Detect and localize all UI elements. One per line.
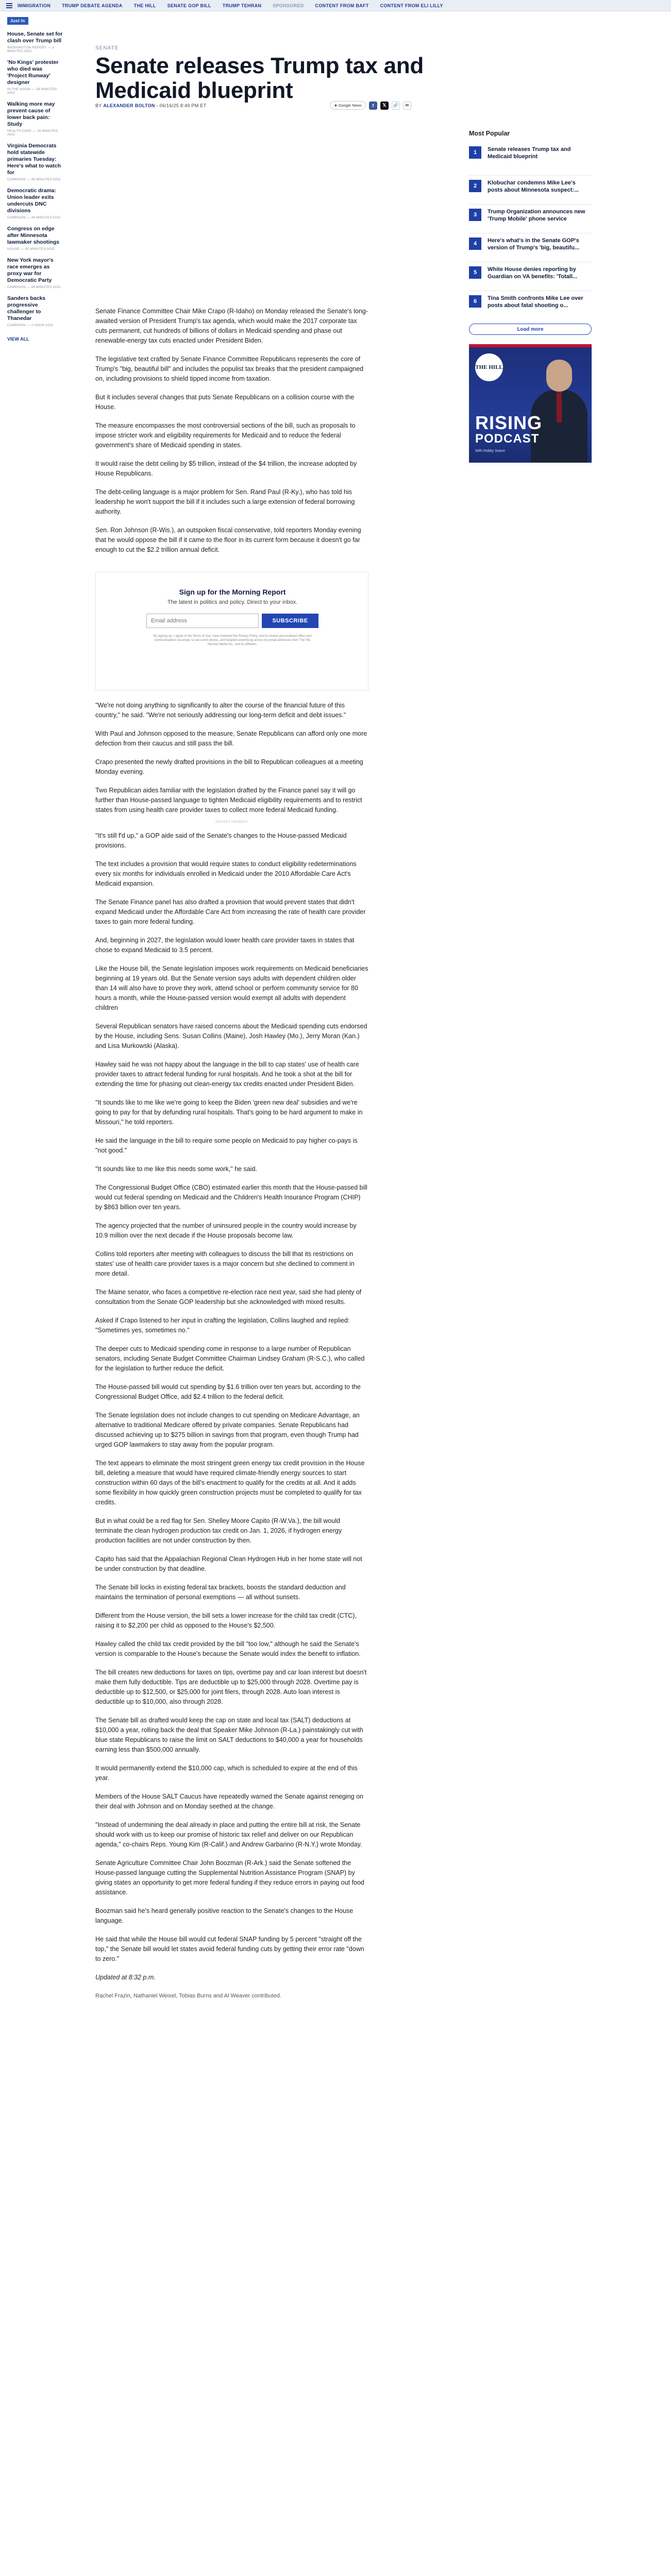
copy-link-icon[interactable]: 🔗 <box>392 101 400 110</box>
rank-badge: 1 <box>469 146 481 159</box>
podcast-title-podcast: PODCAST <box>475 432 540 446</box>
rail-news-item[interactable] <box>7 226 63 251</box>
podcast-host-line: With Robby Soave <box>475 449 505 453</box>
rail-news-meta: CAMPAIGN — 44 MINUTES AGO <box>7 285 61 289</box>
publish-date: - 06/16/25 8:49 PM ET <box>156 103 207 108</box>
article-paragraph: And, beginning in 2027, the legislation would lower health care provider taxes in states that chose to expand Medicaid to 3.5 percent. <box>95 937 355 954</box>
share-buttons <box>330 101 411 110</box>
top-nav-links <box>0 0 671 11</box>
article-paragraph: Capito has said that the Appalachian Regional Clean Hydrogen Hub in her home state will not be under construction by that deadline. <box>95 1555 362 1572</box>
promo-accent-bar <box>469 344 592 347</box>
article-paragraph: The House-passed bill would cut spending by $1.6 trillion over ten years but, according to the Congressional Budget Office, add $2.4 trillion to the federal deficit. <box>95 1383 361 1400</box>
article-paragraph: The legislative text crafted by Senate Finance Committee Republicans represents the core of Trump's "big, beautiful bill" and includes the populist tax breaks that the president campaigned on, including provisions to shield tipped income from taxation. <box>95 355 364 382</box>
article-paragraph: The Congressional Budget Office (CBO) estimated earlier this month that the House-passed bill would cut federal spending on Medicaid and the Children's Health Insurance Program (CHIP) by $863 billion over ten years. <box>95 1184 367 1211</box>
rail-news-title[interactable]: House, Senate set for clash over Trump bill <box>7 31 63 44</box>
email-share-icon[interactable]: ✉ <box>403 101 411 110</box>
article-paragraph: But it includes several changes that puts Senate Republicans on a collision course with the House. <box>95 394 355 411</box>
rail-news-item[interactable] <box>7 295 63 327</box>
rail-news-meta: HEALTH CARE — 26 MINUTES AGO <box>7 129 58 137</box>
rail-news-item[interactable] <box>7 101 63 137</box>
nav-item-content-eli-lilly[interactable]: CONTENT FROM ELI LILLY <box>380 3 443 8</box>
just-in-rail <box>7 15 63 342</box>
subscribe-button[interactable]: SUBSCRIBE <box>262 614 318 628</box>
article-paragraph: "We're not doing anything to significantly to alter the course of the financial future of this country," he said. "We're not seriously addressing our long-term deficit and debt issues." <box>95 702 346 719</box>
article-paragraph: Different from the House version, the bill sets a lower increase for the child tax credit (CTC), raising it to $2,200 per child as opposed to the House's $2,500. <box>95 1612 357 1629</box>
rail-news-meta: CAMPAIGN — 36 MINUTES AGO <box>7 178 61 181</box>
byline-prefix: BY <box>95 103 102 108</box>
host-photo <box>531 360 588 463</box>
article-paragraph: Sen. Ron Johnson (R-Wis.), an outspoken fiscal conservative, told reporters Monday evening that he would oppose the bill if it came to the floor in its current form because it doesn't go far enough to cut the $2.2 trillion annual deficit. <box>95 527 361 553</box>
author-link[interactable]: ALEXANDER BOLTON <box>103 103 155 108</box>
just-in-badge: Just In <box>7 17 28 25</box>
article-paragraph: Crapo presented the newly drafted provisions in the bill to Republican colleagues at a meeting Monday evening. <box>95 758 363 775</box>
article-paragraph: But in what could be a red flag for Sen. Shelley Moore Capito (R-W.Va.), the bill would terminate the clean hydrogen production tax credit on Jan. 1, 2026, if hydrogen energy production facilities are not under construction by then. <box>95 1517 342 1544</box>
article-paragraph: "It's still f'd up," a GOP aide said of the Senate's changes to the House-passed Medicaid provisions. <box>95 832 347 849</box>
rail-news-item[interactable] <box>7 31 63 53</box>
article-paragraph: "It sounds like to me like we're going to keep the Biden 'green new deal' subsidies and we're going to pay for that by defunding rural hospitals. That's going to be hard argument to make in Missouri," he told reporters. <box>95 1099 363 1126</box>
view-all-link[interactable]: VIEW ALL <box>7 336 29 342</box>
rail-news-item[interactable] <box>7 257 63 289</box>
rail-news-title[interactable]: Sanders backs progressive challenger to Thanedar <box>7 295 46 321</box>
rail-news-meta: CAMPAIGN — 38 MINUTES AGO <box>7 216 61 219</box>
most-popular-title-link[interactable]: Senate releases Trump tax and Medicaid blueprint <box>488 146 571 160</box>
rail-news-title[interactable]: Congress on edge after Minnesota lawmaker shootings <box>7 226 59 245</box>
advertisement-label: ADVERTISEMENT <box>215 821 248 824</box>
article-paragraph: The Senate bill locks in existing federal tax brackets, boosts the standard deduction and maintains the termination of personal exemptions — all without sunsets. <box>95 1584 346 1601</box>
article-paragraph: The deeper cuts to Medicaid spending come in response to a large number of Republican senators, including Senate Budget Committee Chairman Lindsey Graham (R-S.C.), who called for the legislation to further reduce the deficit. <box>95 1345 365 1372</box>
most-popular-list <box>469 146 592 319</box>
rail-news-title[interactable]: Walking more may prevent cause of lower back pain: Study <box>7 101 55 127</box>
nav-item-senate-gop-bill[interactable]: SENATE GOP BILL <box>167 3 211 8</box>
load-more-button[interactable]: Load more <box>469 324 592 335</box>
article-paragraph: The agency projected that the number of uninsured people in the country would increase by 10.9 million over the next decade if the House proposals become law. <box>95 1222 357 1239</box>
nav-sponsored-label: SPONSORED <box>273 3 304 8</box>
rank-badge: 2 <box>469 180 481 192</box>
article-paragraph: Boozman said he's heard generally positive reaction to the Senate's changes to the House language. <box>95 1907 354 1924</box>
article-paragraph: Senate Agriculture Committee Chair John Boozman (R-Ark.) said the Senate softened the House-passed language cutting the Supplemental Nutrition Assistance Program (SNAP) by giving states an opportunity to get more federal funding if they reduce errors in paying out food assistance. <box>95 1859 364 1896</box>
article-paragraph: "Instead of undermining the deal already in place and putting the entire bill at risk, the Senate should work with us to keep our promise of historic tax relief and deliver on our Republican agenda," co-chairs Reps. Young Kim (R-Calif.) and Andrew Garbarino (R-N.Y.) wrote Monday. <box>95 1821 362 1848</box>
rank-badge: 6 <box>469 295 481 308</box>
section-label[interactable]: SENATE <box>95 45 119 51</box>
article-paragraph: The measure encompasses the most controversial sections of the bill, such as proposals to impose stricter work and eligibility requirements for Medicaid and to reduce the federal government's share of Medicaid spending in states. <box>95 422 356 449</box>
newsletter-subtitle: The latest in politics and policy. Direct to your inbox. <box>167 599 298 605</box>
rail-news-item[interactable] <box>7 59 63 95</box>
google-news-button[interactable] <box>330 101 366 110</box>
article-paragraph: The bill creates new deductions for taxes on tips, overtime pay and car loan interest but doesn't make them fully deductible. Tips are deductible up to $25,000 through 2028. Overtime pay is deductible up to $12,500, or $25,000 for joint filers, through 2028. Auto loan interest is deductible up to $10,000, also through 2028. <box>95 1669 367 1705</box>
most-popular-title-link[interactable]: Here's what's in the Senate GOP's version of Trump's 'big, beautifu... <box>488 238 580 251</box>
most-popular-item[interactable] <box>469 262 592 291</box>
most-popular-item[interactable] <box>469 233 592 262</box>
article-paragraph: The debt-ceiling language is a major problem for Sen. Rand Paul (R-Ky.), who has told his leadership he won't support the bill if it includes such a large extension of federal borrowing authority. <box>95 488 355 515</box>
article-paragraph: Asked if Crapo listened to her input in crafting the legislation, Collins laughed and replied: "Sometimes yes, sometimes no." <box>95 1317 350 1334</box>
most-popular-sidebar <box>469 130 592 463</box>
contributors-note: Rachel Frazin, Nathaniel Weixel, Tobias Burns and Al Weaver contributed. <box>95 1993 281 1999</box>
article-paragraph: "It sounds like to me like this needs some work," he said. <box>95 1165 257 1173</box>
rail-news-item[interactable] <box>7 143 63 181</box>
newsletter-legal-text: By signing up, I agree to the Terms of Use, have reviewed the Privacy Policy, and to receive personalized offers and communications via email, to see event photos, and targeted advertising across my email addresses from The Hill, Nexstar Media Inc., and its affiliates. <box>153 635 312 646</box>
article-paragraph: It would permanently extend the $10,000 cap, which is scheduled to expire at the end of this year. <box>95 1765 358 1782</box>
article-paragraph: With Paul and Johnson opposed to the measure, Senate Republicans can afford only one more defection from their caucus and still pass the bill. <box>95 730 367 747</box>
rising-podcast-promo[interactable] <box>469 344 592 463</box>
newsletter-signup <box>95 572 368 690</box>
rail-news-meta: WASHINGTON REPORT — 2 MINUTES AGO <box>7 46 55 53</box>
rail-news-meta: HOUSE — 42 MINUTES AGO <box>7 247 55 251</box>
article-paragraph: Members of the House SALT Caucus have repeatedly warned the Senate against reneging on their deal with Johnson and on Monday seethed at the change. <box>95 1793 364 1810</box>
host-tie-shape <box>557 392 562 422</box>
nav-item-trump-debate-agenda[interactable]: TRUMP DEBATE AGENDA <box>62 3 123 8</box>
most-popular-title: Most Popular <box>469 130 510 137</box>
most-popular-title-link[interactable]: Trump Organization announces new 'Trump Mobile' phone service <box>488 209 585 222</box>
article-paragraph: The Senate legislation does not include changes to cut spending on Medicare Advantage, an alternative to traditional Medicare offered by private companies. Senate Republicans had discussed achieving up to $275 billion in savings from that program, even though Trump had urged GOP lawmakers to stay away from the popular program. <box>95 1412 360 1448</box>
nav-item-the-hill[interactable]: THE HILL <box>133 3 156 8</box>
article-paragraph: Several Republican senators have raised concerns about the Medicaid spending cuts endorsed by the House, including Sens. Susan Collins (Maine), Josh Hawley (Mo.), Jerry Moran (Kan.) and Lisa Murkowski (Alaska). <box>95 1023 367 1049</box>
rank-badge: 4 <box>469 238 481 250</box>
rail-news-meta: IN THE KNOW — 26 MINUTES AGO <box>7 88 57 95</box>
article-body <box>95 307 368 564</box>
newsletter-email-input[interactable] <box>146 614 259 628</box>
most-popular-item[interactable] <box>469 175 592 204</box>
most-popular-title-link[interactable]: Klobuchar condemns Mike Lee's posts about Minnesota suspect:... <box>488 180 579 193</box>
article-paragraph: The Maine senator, who faces a competitive re-election race next year, said she had plenty of consultation from the Senate GOP leadership but she acknowledged with mixed results. <box>95 1289 362 1306</box>
rail-news-title[interactable]: 'No Kings' protester who died was 'Project Runway' designer <box>7 59 59 86</box>
newsletter-title: Sign up for the Morning Report <box>179 588 286 596</box>
rank-badge: 3 <box>469 209 481 221</box>
updated-note: Updated at 8:32 p.m. <box>95 1974 156 1981</box>
most-popular-item[interactable] <box>469 146 592 175</box>
most-popular-title-link[interactable]: White House denies reporting by Guardian on VA benefits: 'Totall... <box>488 266 578 280</box>
rail-news-title[interactable]: Virginia Democrats hold statewide primaries Tuesday: Here's what to watch for <box>7 143 61 176</box>
google-news-icon: ★ <box>334 103 338 108</box>
article-body-continued <box>95 701 368 2010</box>
most-popular-title-link[interactable]: Tina Smith confronts Mike Lee over posts about fatal shooting o... <box>488 295 583 309</box>
article-paragraph: It would raise the debt ceiling by $5 trillion, instead of the $4 trillion, the increase adopted by House Republicans. <box>95 460 357 477</box>
article-paragraph: Hawley said he was not happy about the language in the bill to cap states' use of health care provider taxes to attract federal funding for rural hospitals. And he took a shot at the bill for extending the time for phasing out clean-energy tax credits enacted under President Biden. <box>95 1061 359 1088</box>
x-share-icon[interactable]: 𝕏 <box>380 101 389 110</box>
rank-badge: 5 <box>469 266 481 279</box>
rail-news-title[interactable]: New York mayor's race emerges as proxy war for Democratic Party <box>7 257 54 283</box>
article-paragraph: He said the language in the bill to require some people on Medicaid to pay higher co-pays is "not good." <box>95 1137 358 1154</box>
article-paragraph: The Senate bill as drafted would keep the cap on state and local tax (SALT) deductions at $10,000 a year, rolling back the deal that Speaker Mike Johnson (R-La.) painstakingly cut with blue state Republicans to raise the limit on SALT deductions to $40,000 a year for households earning less than $500,000 annually. <box>95 1717 363 1753</box>
google-news-label: Google News <box>338 103 362 108</box>
rail-news-title[interactable]: Democratic drama: Union leader exits undercuts DNC divisions <box>7 188 57 214</box>
article-paragraph: The text includes a provision that would require states to conduct eligibility redeterminations every six months for individuals enrolled in Medicaid under the 2010 Affordable Care Act's Medicaid expansion. <box>95 860 357 887</box>
rail-news-meta: CAMPAIGN — 1 HOUR AGO <box>7 324 53 327</box>
the-hill-logo: THE HILL <box>475 353 503 381</box>
article-paragraph: Senate Finance Committee Chair Mike Crapo (R-Idaho) on Monday released the Senate's long-awaited version of President Trump's tax agenda, which would make the 2017 corporate tax cuts permanent, cut hundreds of billions of dollars in Medicaid spending and phase out renewable-energy tax cuts enacted under President Biden. <box>95 308 368 344</box>
nav-item-content-baft[interactable]: CONTENT FROM BAFT <box>315 3 369 8</box>
host-head-shape <box>546 360 572 392</box>
article-paragraph: The text appears to eliminate the most stringent green energy tax credit provision in the House bill, deleting a measure that would have required climate-friendly energy sources to start construction within 60 days of the bill's enactment to qualify for the credits at all. And it adds some flexibility in how quickly green construction projects must be completed to qualify for tax credits. <box>95 1460 365 1506</box>
nav-item-trump-tehran[interactable]: TRUMP TEHRAN <box>222 3 262 8</box>
article-headline: Senate releases Trump tax and Medicaid blueprint <box>95 53 424 103</box>
facebook-share-icon[interactable]: f <box>369 101 377 110</box>
article-paragraph: The Senate Finance panel has also drafted a provision that would prevent states that didn't expand Medicaid under the Affordable Care Act from increasing the rate of health care provider taxes to gain more federal funding. <box>95 899 366 925</box>
rail-news-item[interactable] <box>7 188 63 219</box>
article-paragraph: He said that while the House bill would cut federal SNAP funding by 5 percent "straight off the top," the Senate bill would let states avoid federal funding cuts by getting their error rate "down to zero." <box>95 1936 364 1962</box>
byline <box>95 103 206 108</box>
article-paragraph: Like the House bill, the Senate legislation imposes work requirements on Medicaid beneficiaries beginning at 19 years old. But the Senate version says adults with dependent children older than 14 will also have to prove they work, attend school or perform community service for 80 hours a month, while the House-passed version would exempt all adults with dependent children <box>95 965 368 1011</box>
nav-item-immigration[interactable]: IMMIGRATION <box>18 3 51 8</box>
article-paragraph: Two Republican aides familiar with the legislation drafted by the Finance panel say it will go further than House-passed language to tighten Medicaid eligibility requirements and to restrict states from using health care provider taxes to collect more federal Medicaid funding. <box>95 787 362 814</box>
podcast-title-rising: RISING <box>475 412 543 433</box>
most-popular-item[interactable] <box>469 204 592 233</box>
most-popular-item[interactable] <box>469 291 592 319</box>
article-paragraph: Collins told reporters after meeting with colleagues to discuss the bill that its restrictions on states' use of health care provider taxes is a major concern but she declined to comment in more detail. <box>95 1250 355 1277</box>
article-paragraph: Hawley called the child tax credit provided by the bill "too low," although he said the Senate's version is comparable to the House's because the Senate would index the benefit to inflation. <box>95 1640 361 1657</box>
